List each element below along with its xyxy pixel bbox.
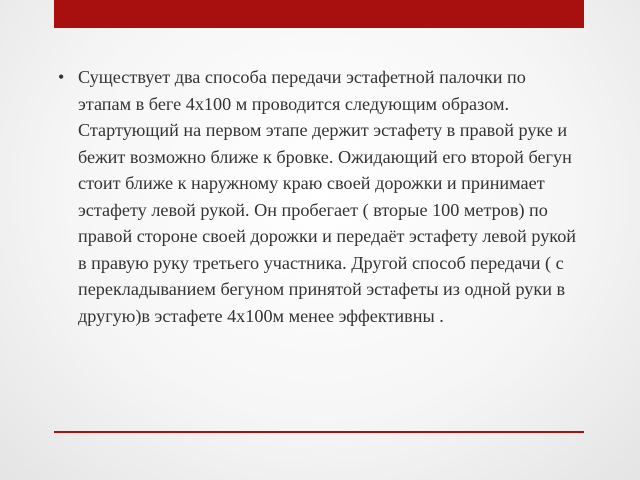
bullet-item bbox=[58, 64, 578, 329]
bullet-text: Существует два способа передачи эстафетной палочки по этапам в беге 4х100 м проводится следующим образом. Стартующий на первом этапе держит эстафету в правой руке и бежит возможно ближе к бровке. Ожидающий его второй бегун стоит ближе к наружному краю своей дорожки и принимает эстафету левой рукой. Он пробегает ( вторые 100 метров) по правой стороне своей дорожки и передаёт эстафету левой рукой в правую руку третьего участника. Другой способ передачи ( с перекладыванием бегуном принятой эстафеты из одной руки в другую)в эстафете 4х100м менее эффективны . bbox=[78, 67, 577, 326]
bullet-icon: • bbox=[58, 67, 65, 87]
slide-content bbox=[58, 64, 578, 329]
bottom-divider bbox=[54, 431, 584, 433]
top-accent-bar bbox=[54, 0, 584, 28]
